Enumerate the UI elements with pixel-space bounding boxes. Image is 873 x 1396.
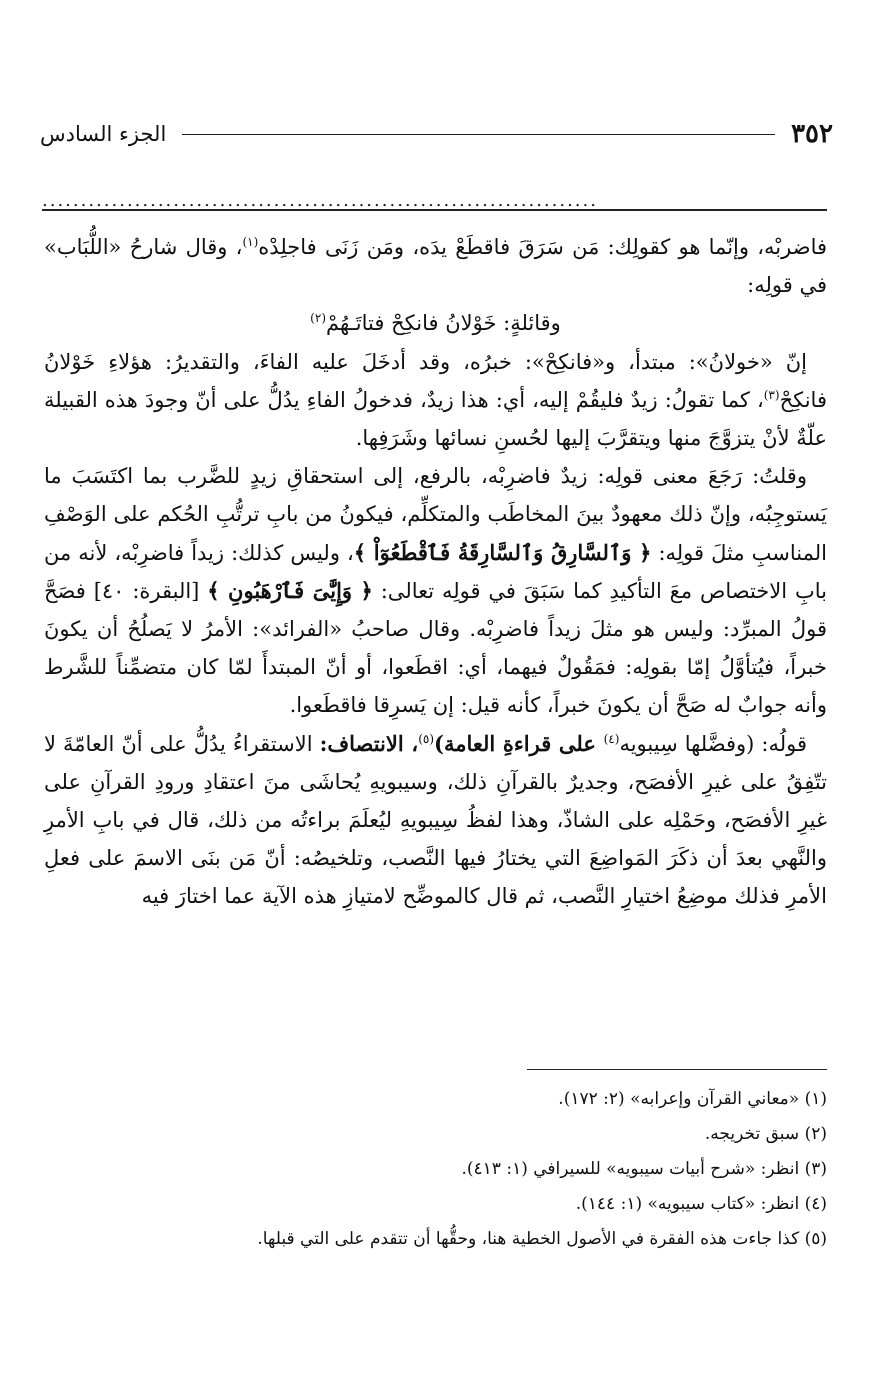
main-text (44, 228, 827, 916)
section-label: ، الانتصاف: (319, 730, 419, 756)
paragraph-4: قولُه: (وفضَّلها سِيبويه$^{(٤)}$ على قراءةِ العامة)$^{(٥)}$، الانتصاف: الاستقراءُ يدُلُّ على أنّ العامّةَ لا تتّفِقُ على غيرِ الأفصَح، وجديرٌ بالقرآنِ ذلك، وسيبويهِ يُحاشَى منَ اعتقادِ ورودِ القرآنِ على غيرِ الأفصَح، وحَمْلِه على الشاذّ، وهذا لفظُ سِيبويهِ ليُعلَمَ براءتُه من ذلك، قال في بابِ الأمرِ والنَّهي بعدَ أن ذكَرَ المَواضِعَ التي يختارُ فيها النَّصب، وتلخيصُه: أنّ مَن بنَى الاسمَ على فعلِ الأمرِ فذلك موضِعُ اختيارِ النَّصب، ثم قال كالموضِّح لامتيازِ هذه الآية عما اختارَ فيه (44, 730, 827, 909)
paragraph-3: وقلتُ: رَجَعَ معنى قولِه: زيدٌ فاضرِبْه، بالرفع، إلى استحقاقِ زيدٍ للضَّرب بما اكتَسَبَ ما يَستوجِبُه، وإنّ ذلك معهودٌ بينَ المخاطَب والمتكلِّم، فيكونُ من بابِ ترتُّبِ الحُكم على الوَصْفِ المناسبِ مثلَ قولِه: ﴿ وَٱلسَّارِقُ وَٱلسَّارِقَةُ فَٱقْطَعُوٓاْ ﴾، وليس كذلك: زيداً فاضرِبْه، لأنه من بابِ الاختصاص معَ التأكيدِ كما سَبَقَ في قولِه تعالى: ﴿ وَإِيَّٰىَ فَٱرْهَبُونِ ﴾ [البقرة: ٤٠] فصَحَّ قولُ المبرِّد: وليس هو مثلَ زيداً فاضرِبْه. وقال صاحبُ «الفرائد»: الأمرُ لا يَصلُحُ أن يكونَ خبراً، فيُتأوَّلُ إمّا بقولِه: فمَقُولٌ فيهما، أي: اقطَعوا، أو أنّ المبتدأَ لمّا كان متضمِّناً للشَّرط وأنه جوابٌ له صَحَّ أن يكونَ خبراً، كأنه قيل: إن يَسرِقا فاقطَعوا. (44, 464, 827, 718)
footnote-rule (527, 1069, 827, 1070)
paragraph-2: إنّ «خولانُ»: مبتدأ، و«فانكِحْ»: خبرُه، وقد أدخَلَ عليه الفاءَ، والتقديرُ: هؤلاءِ خَوْلانُ فانكِحْ$^{(٣)}$، كما تقولُ: زيدٌ فليقُمْ إليه، أي: هذا زيدٌ، فدخولُ الفاءِ يدُلُّ على أنّ وجودَ هذه القبيلة علّةٌ لأنْ يتزوَّجَ منها ويتقرَّبَ إليها لحُسنِ نسائها وشَرَفِها. (44, 349, 827, 451)
footnote-item: (٥) كذا جاءت هذه الفقرة في الأصول الخطية هنا، وحقُّها أن تتقدم على التي قبلها. (257, 1229, 827, 1249)
footnote-item: (٤) انظر: «كتاب سيبويه» (١: ١٤٤). (575, 1194, 827, 1214)
page-number: ٣٥٢ (791, 119, 833, 149)
footnote-item: (١) «معاني القرآن وإعرابه» (٢: ١٧٢). (558, 1089, 827, 1109)
quran-quote: ﴿ وَٱلسَّارِقُ وَٱلسَّارِقَةُ فَٱقْطَعُوٓاْ ﴾ (353, 539, 652, 565)
footnotes (60, 1082, 827, 1257)
running-title: الجزء السادس (40, 122, 167, 146)
footnote-ref: (٢) (310, 311, 326, 326)
dotted-separator: ........................................................................ (42, 190, 598, 211)
footnote-ref: (٤) (603, 731, 620, 746)
header-rule (42, 209, 827, 211)
quran-citation: [البقرة: ٤٠] (93, 578, 200, 603)
page-header (40, 112, 833, 156)
header-line (182, 134, 775, 135)
footnote-ref: (١) (242, 235, 259, 249)
footnote-ref: (٥) (418, 731, 435, 746)
quran-quote: ﴿ وَإِيَّٰىَ فَٱرْهَبُونِ ﴾ (207, 577, 373, 603)
footnote-ref: (٣) (763, 387, 780, 402)
poetry-verse: وقائلةٍ: خَوْلانُ فانكِحْ فتاتَـهُمْ$^{(٢)}$ (310, 311, 561, 336)
footnote-item: (٣) انظر: «شرح أبيات سيبويه» للسيرافي (١: ٤١٣). (461, 1159, 827, 1179)
paragraph-1: فاضربْه، وإنّما هو كقولِك: مَن سَرَقَ فاقطَعْ يدَه، ومَن زَنَى فاجلِدْه$^{(١)}$، وقال شارحُ «اللُّبَاب» في قولِه: (44, 235, 828, 298)
footnote-item: (٢) سبق تخريجه. (704, 1124, 827, 1144)
